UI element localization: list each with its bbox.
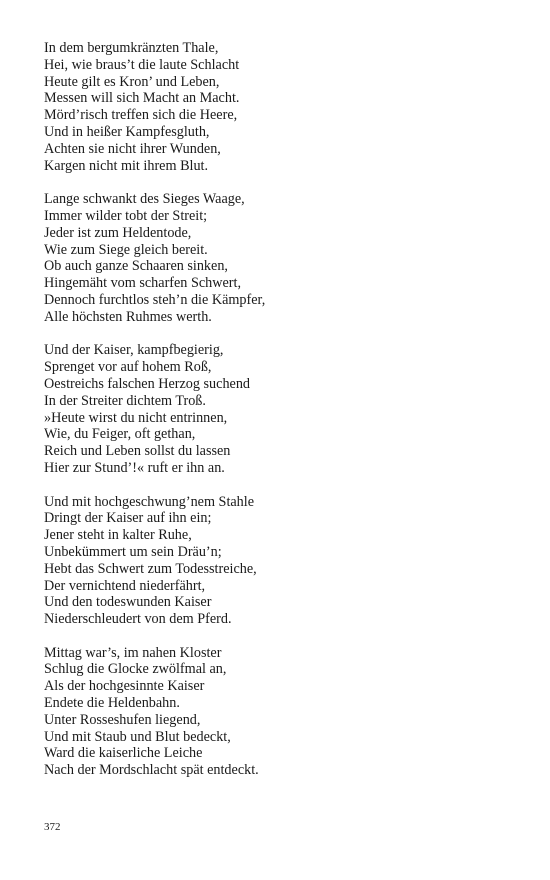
verse-line: Und der Kaiser, kampfbegierig, bbox=[44, 342, 224, 359]
stanza-2 bbox=[44, 191, 524, 325]
stanza-5 bbox=[44, 645, 524, 779]
verse-line: In der Streiter dichtem Troß. bbox=[44, 392, 206, 409]
verse-line: Unter Rosseshufen liegend, bbox=[44, 711, 201, 728]
verse-line: Mörd’risch treffen sich die Heere, bbox=[44, 107, 238, 124]
verse-line: Und in heißer Kampfesgluth, bbox=[44, 123, 210, 140]
verse-line: Niederschleudert von dem Pferd. bbox=[44, 611, 232, 628]
stanza-1 bbox=[44, 40, 524, 174]
verse-line: Jeder ist zum Heldentode, bbox=[44, 224, 192, 241]
verse-line: Messen will sich Macht an Macht. bbox=[44, 90, 240, 107]
verse-line: Schlug die Glocke zwölfmal an, bbox=[44, 661, 227, 678]
verse-line: Lange schwankt des Sieges Waage, bbox=[44, 191, 245, 208]
verse-line: Hei, wie braus’t die laute Schlacht bbox=[44, 56, 240, 73]
verse-line: »Heute wirst du nicht entrinnen, bbox=[44, 409, 228, 426]
verse-line: Sprenget vor auf hohem Roß, bbox=[44, 359, 212, 376]
verse-line: Und mit hochgeschwung’nem Stahle bbox=[44, 493, 255, 510]
verse-line: Nach der Mordschlacht spät entdeckt. bbox=[44, 762, 259, 779]
verse-line: Hingemäht vom scharfen Schwert, bbox=[44, 275, 241, 292]
verse-line: Jener steht in kalter Ruhe, bbox=[44, 527, 192, 544]
verse-line: Oestreichs falschen Herzog suchend bbox=[44, 375, 251, 392]
verse-line: Endete die Heldenbahn. bbox=[44, 695, 180, 712]
verse-line: Wie zum Siege gleich bereit. bbox=[44, 241, 208, 258]
verse-line: Immer wilder tobt der Streit; bbox=[44, 207, 208, 224]
stanza-4 bbox=[44, 494, 524, 628]
verse-line: Ob auch ganze Schaaren sinken, bbox=[44, 258, 228, 275]
page-number: 372 bbox=[44, 821, 61, 833]
poem-body bbox=[44, 40, 524, 796]
verse-line: Wie, du Feiger, oft gethan, bbox=[44, 426, 196, 443]
verse-line: Reich und Leben sollst du lassen bbox=[44, 443, 231, 460]
verse-line: Alle höchsten Ruhmes werth. bbox=[44, 308, 212, 325]
verse-line: Ward die kaiserliche Leiche bbox=[44, 745, 203, 762]
verse-line: Hebt das Schwert zum Todesstreiche, bbox=[44, 560, 257, 577]
verse-line: In dem bergumkränzten Thale, bbox=[44, 40, 219, 56]
verse-line: Als der hochgesinnte Kaiser bbox=[44, 678, 205, 695]
verse-line: Dennoch furchtlos steh’n die Kämpfer, bbox=[44, 291, 266, 308]
verse-line: Unbekümmert um sein Dräu’n; bbox=[44, 543, 222, 560]
verse-line: Heute gilt es Kron’ und Leben, bbox=[44, 73, 220, 90]
verse-line: Der vernichtend niederfährt, bbox=[44, 577, 206, 594]
verse-line: Und den todeswunden Kaiser bbox=[44, 594, 212, 611]
stanza-3 bbox=[44, 342, 524, 476]
verse-line: Dringt der Kaiser auf ihn ein; bbox=[44, 510, 212, 527]
verse-line: Kargen nicht mit ihrem Blut. bbox=[44, 157, 209, 174]
verse-line: Hier zur Stund’!« ruft er ihn an. bbox=[44, 459, 225, 476]
verse-line: Und mit Staub und Blut bedeckt, bbox=[44, 728, 231, 745]
verse-line: Achten sie nicht ihrer Wunden, bbox=[44, 140, 221, 157]
verse-line: Mittag war’s, im nahen Kloster bbox=[44, 644, 222, 661]
